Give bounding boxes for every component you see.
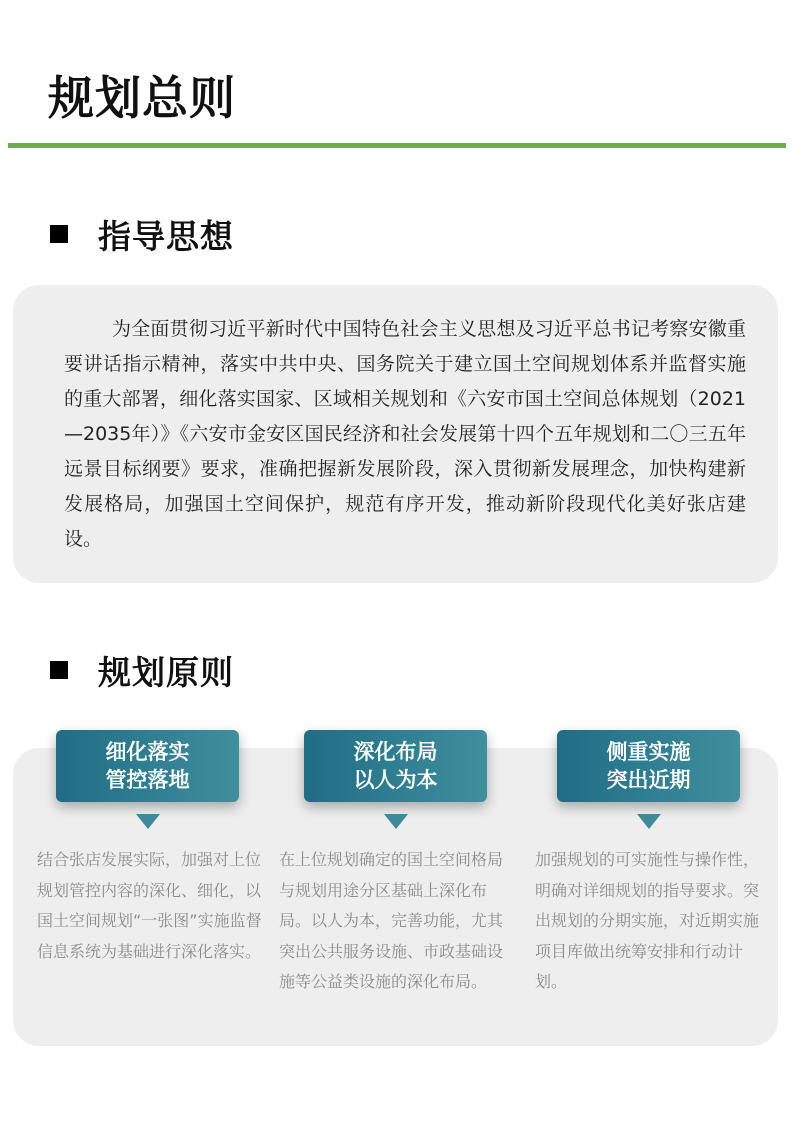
principle-tile-refine-implement [56,730,239,802]
triangle-down-icon [384,814,408,829]
guiding-ideology-paragraph: 为全面贯彻习近平新时代中国特色社会主义思想及习近平总书记考察安徽重要讲话指示精神，落实中共中央、国务院关于建立国土空间规划体系并监督实施的重大部署，细化落实国家、区域相关规划和《六安市国土空间总体规划（2021—2035年）》《六安市金安区国民经济和社会发展第十四个五年规划和二〇三五年远景目标纲要》要求，准确把握新发展阶段，深入贯彻新发展理念，加快构建新发展格局，加强国土空间保护，规范有序开发，推动新阶段现代化美好张店建设。 [64,318,746,550]
principle-title-line: 细化落实 [105,740,190,764]
section-heading-planning-principles [50,650,234,690]
bullet-square-icon [50,225,68,243]
principle-description: 结合张店发展实际，加强对上位规划管控内容的深化、细化，以国土空间规划“一张图”实施监督信息系统为基础进行深化落实。 [37,850,262,961]
principle-description: 加强规划的可实施性与操作性，明确对详细规划的指导要求。突出规划的分期实施，对近期实施项目库做出统筹安排和行动计划。 [535,850,760,991]
principle-title-line: 管控落地 [105,768,190,792]
page-title: 规划总则 [48,71,236,125]
principle-tile-focus-implementation [557,730,740,802]
triangle-down-icon [637,814,661,829]
triangle-down-icon [136,814,160,829]
principle-description: 在上位规划确定的国土空间格局与规划用途分区基础上深化布局。以人为本，完善功能，尤其突出公共服务设施、市政基础设施等公益类设施的深化布局。 [279,850,504,991]
section-heading-guiding-ideology [50,214,234,254]
principle-tile-deepen-layout [304,730,487,802]
principle-title-line: 突出近期 [606,768,691,792]
principle-title-line: 侧重实施 [606,740,691,764]
title-divider [8,143,786,148]
section-heading-text: 指导思想 [98,216,234,256]
bullet-square-icon [50,661,68,679]
principle-title-line: 以人为本 [353,768,438,792]
section-heading-text: 规划原则 [98,652,234,692]
principle-title-line: 深化布局 [353,740,438,764]
